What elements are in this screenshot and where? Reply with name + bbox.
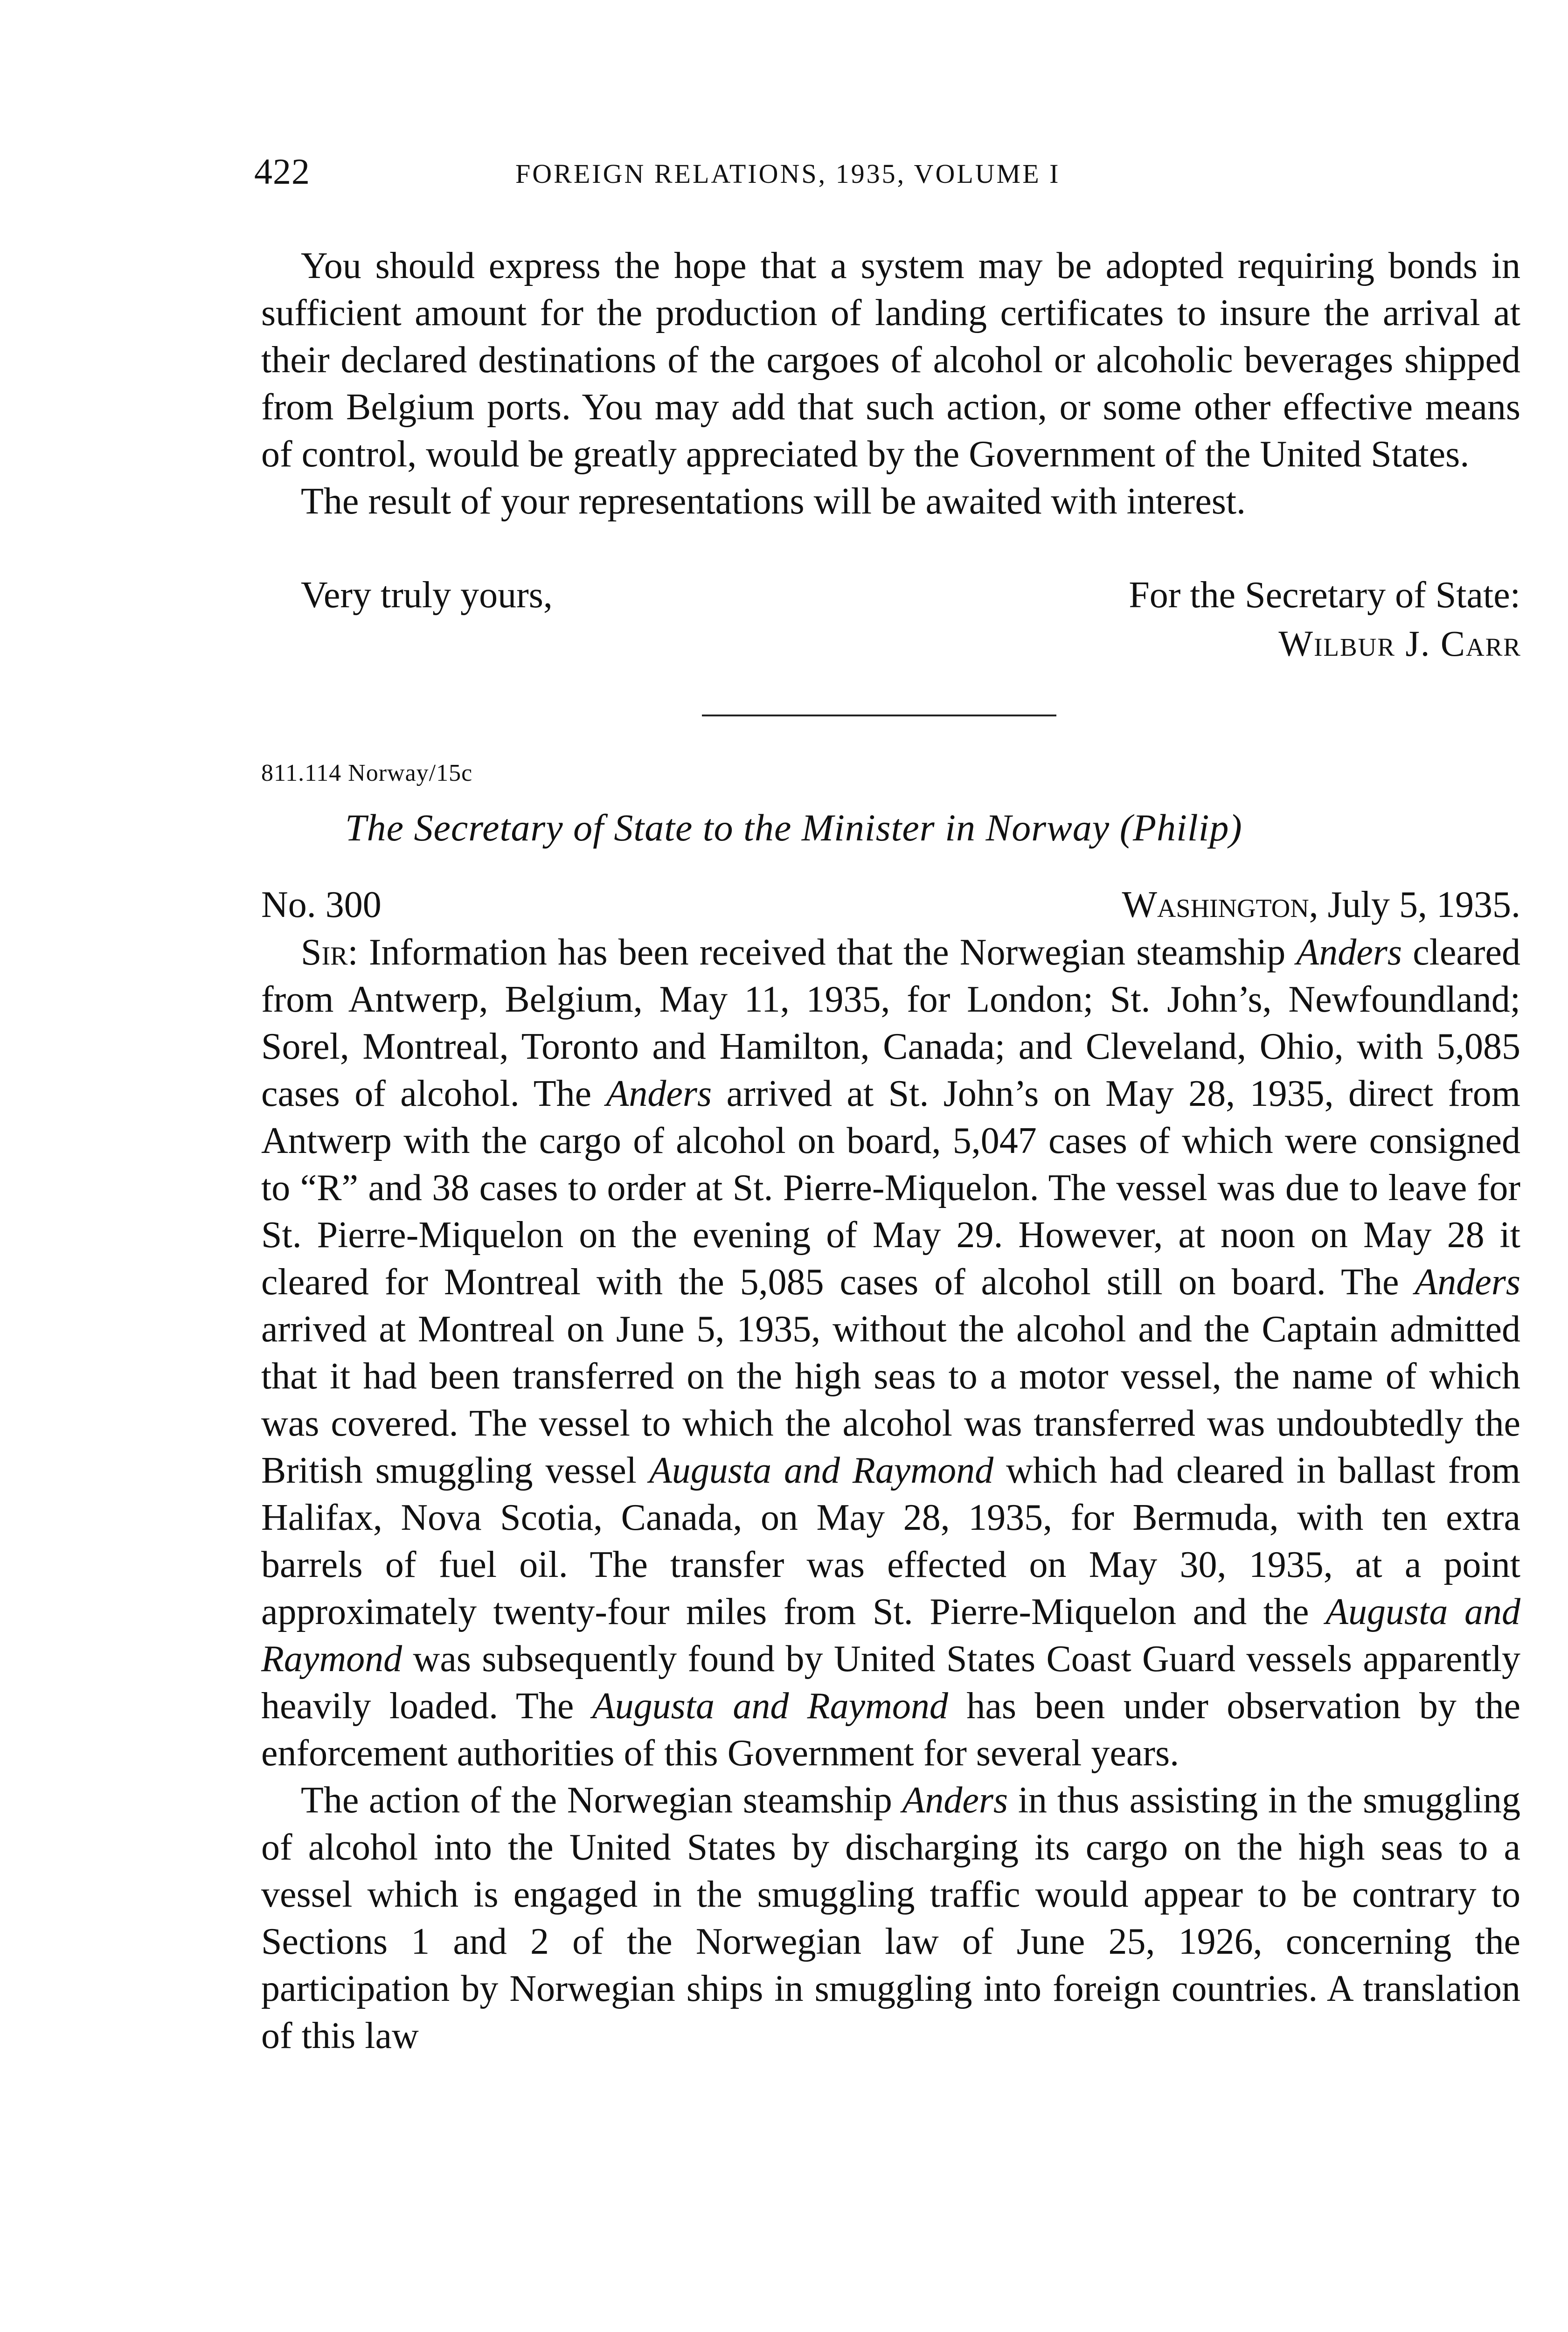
letter-paragraph-1: Sir: Information has been received that the Norwegian steamship Anders cleared from Antwerp, Belgium, May 11, 1935, for London; St. John’s, Newfoundland; Sorel, Montreal, Toronto and Hamilton, Canada; and Cleveland, Ohio, with 5,085 cases of alcohol. The Anders arrived at St. John’s on May 28, 1935, direct from Antwerp with the cargo of alcohol on board, 5,047 cases of which were consigned to “R” and 38 cases to order at St. Pierre-Miquelon. The vessel was due to leave for St. Pierre-Miquelon on the evening of May 29. However, at noon on May 28 it cleared for Montreal with the 5,085 cases of alcohol still on board. The Anders arrived at Montreal on June 5, 1935, without the alcohol and the Captain admitted that it had been transferred on the high seas to a motor vessel, the name of which was covered. The vessel to which the alcohol was transferred was undoubtedly the British smuggling vessel Augusta and Raymond which had cleared in ballast from Halifax, Nova Scotia, Canada, on May 28, 1935, for Bermuda, with ten extra barrels of fuel oil. The transfer was effected on May 30, 1935, at a point approximately twenty-four miles from St. Pierre-Miquelon and the Augusta and Raymond was subsequently found by United States Coast Guard vessels apparently heavily loaded. The Augusta and Raymond has been under observation by the enforcement authorities of this Government for several years. (261, 932, 1521, 1774)
closing: Very truly yours, (301, 575, 553, 616)
file-number: 811.114 Norway/15c (261, 760, 473, 786)
signature-prefix: For the Secretary of State: (1129, 575, 1520, 616)
ship-name: Anders (1296, 932, 1402, 973)
smuggler-vessel-name: Augusta and Raymond (592, 1686, 948, 1727)
previous-letter-body (261, 243, 1520, 525)
smuggler-vessel-name: Augusta and Raymond (261, 1591, 1521, 1680)
ship-name: Anders (902, 1780, 1008, 1821)
running-header (254, 148, 1523, 200)
document-number: No. 300 (261, 884, 382, 925)
ship-name: Anders (606, 1073, 712, 1114)
salutation: Sir: (301, 932, 358, 973)
smuggler-vessel-name: Augusta and Raymond (649, 1450, 994, 1491)
previous-letter-paragraph-2: The result of your representations will be awaited with interest. (301, 481, 1246, 522)
signer-name: Wilbur J. Carr (1278, 623, 1521, 664)
ship-name: Anders (1415, 1262, 1520, 1303)
date: July 5, 1935. (1327, 884, 1520, 925)
letter-paragraph-2: The action of the Norwegian steamship Anders in thus assisting in the smuggling of alcohol into the United States by discharging its cargo on the high seas to a vessel which is engaged in the smuggling traffic would appear to be contrary to Sections 1 and 2 of the Norwegian law of June 25, 1926, concerning the participation by Norwegian ships in smuggling into foreign countries. A translation of this law (261, 1780, 1521, 2056)
running-title: FOREIGN RELATIONS, 1935, VOLUME I (515, 159, 1061, 189)
section-divider (702, 715, 1056, 716)
document-title: The Secretary of State to the Minister in Norway (Philip) (345, 806, 1242, 849)
letter-body (261, 929, 1520, 2060)
place: Washington, (1122, 884, 1318, 925)
dateline (1122, 881, 1520, 929)
page-number: 422 (254, 151, 310, 192)
previous-letter-paragraph-1: You should express the hope that a system may be adopted requiring bonds in sufficient amount for the production of landing certificates to insure the arrival at their declared destinations of the cargoes of alcohol or alcoholic beverages shipped from Belgium ports. You may add that such action, or some other effective means of control, would be greatly appreciated by the Government of the United States. (261, 245, 1520, 475)
